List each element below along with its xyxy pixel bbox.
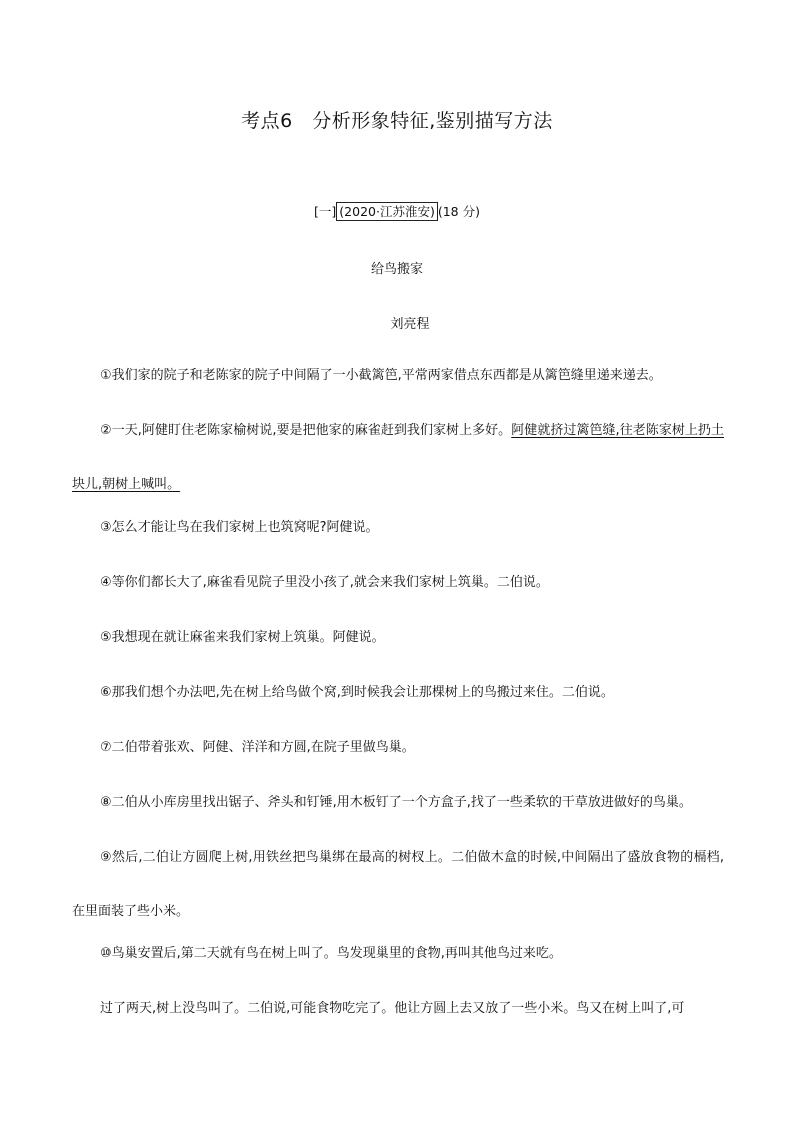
paragraph-2-text: ②一天,阿健盯住老陈家榆树说,要是把他家的麻雀赶到我们家树上多好。 [100,423,512,438]
paragraph-5: ⑤我想现在就让麻雀来我们家树上筑巢。阿健说。 [100,630,385,645]
question-number: [一] [314,204,337,219]
article-author: 刘亮程 [390,317,430,332]
underlined-sentence: 阿健就挤过篱笆缝,往老陈家树上扔土块儿,朝树上喊叫。 [72,423,724,492]
paragraph-4: ④等你们都长大了,麻雀看见院子里没小孩了,就会来我们家树上筑巢。二伯说。 [100,575,549,590]
paragraph-9: ⑨然后,二伯让方圆爬上树,用铁丝把鸟巢绑在最高的树杈上。二伯做木盒的时候,中间隔出了盛放食物的槅档,在里面装了些小米。 [72,850,724,919]
source-tag: (2020·江苏淮安) [336,202,438,221]
paragraph-11: 过了两天,树上没鸟叫了。二伯说,可能食物吃完了。他让方圆上去又放了一些小米。鸟又在树上叫了,可 [100,1001,685,1016]
paragraph-10: ⑩鸟巢安置后,第二天就有鸟在树上叫了。鸟发现巢里的食物,再叫其他鸟过来吃。 [100,946,562,961]
paragraph-3: ③怎么才能让鸟在我们家树上也筑窝呢?阿健说。 [100,520,379,535]
section-title: 考点6 分析形象特征,鉴别描写方法 [241,110,553,132]
paragraph-2 [72,404,724,512]
paragraph-8: ⑧二伯从小库房里找出锯子、斧头和钉锤,用木板钉了一个方盒子,找了一些柔软的干草放进做好的鸟巢。 [100,795,692,810]
paragraph-7: ⑦二伯带着张欢、阿健、洋洋和方圆,在院子里做鸟巢。 [100,740,415,755]
paragraph-6: ⑥那我们想个办法吧,先在树上给鸟做个窝,到时候我会让那棵树上的鸟搬过来住。二伯说。 [100,685,614,700]
paragraph-1: ①我们家的院子和老陈家的院子中间隔了一小截篱笆,平常两家借点东西都是从篱笆缝里递来递去。 [100,368,662,383]
score-label: (18 分) [437,204,480,219]
article-title: 给鸟搬家 [370,262,423,277]
question-source [0,202,794,220]
